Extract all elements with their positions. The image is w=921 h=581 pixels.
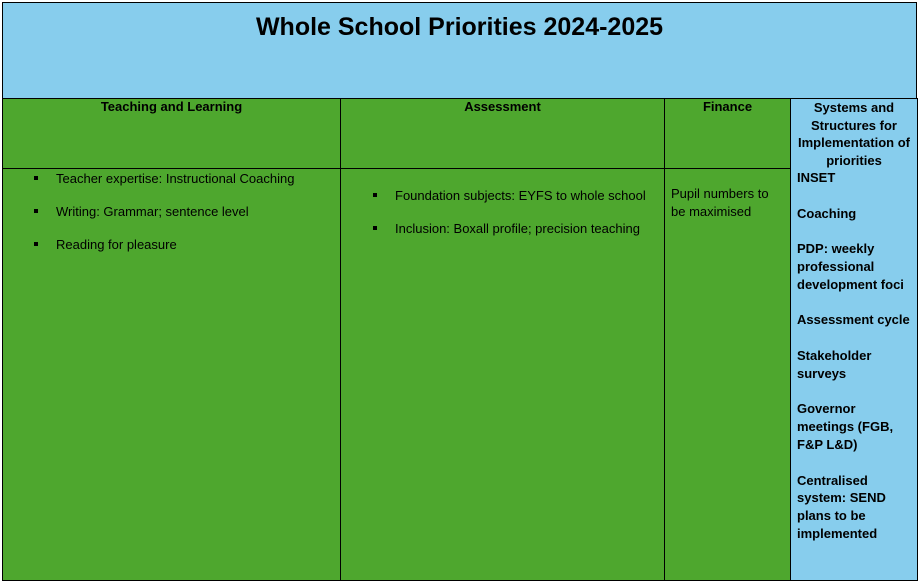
finance-text: Pupil numbers to be maximised [671, 186, 769, 219]
priorities-table [2, 98, 918, 581]
list-item [3, 236, 340, 253]
systems-item: INSET [797, 170, 836, 185]
header-finance: Finance [665, 99, 791, 169]
list-item [3, 203, 340, 220]
systems-list [791, 167, 917, 543]
header-assessment: Assessment [341, 99, 665, 169]
list-item-label: Writing: Grammar; sentence level [56, 204, 249, 219]
systems-item: Centralised system: SEND plans to be implemented [797, 472, 886, 541]
bullet-icon [34, 209, 38, 213]
bullet-icon [373, 193, 377, 197]
list-item-label: Teacher expertise: Instructional Coaching [56, 171, 295, 186]
teaching-cell [3, 169, 341, 581]
page-title: Whole School Priorities 2024-2025 [255, 13, 664, 41]
systems-item: Governor meetings (FGB, F&P L&D) [797, 401, 894, 452]
body-row [3, 169, 918, 581]
systems-column [791, 99, 918, 581]
bullet-icon [34, 242, 38, 246]
list-item [341, 220, 664, 237]
list-item [341, 187, 664, 204]
systems-item: Coaching [797, 205, 857, 221]
list-item-label: Foundation subjects: EYFS to whole school [395, 188, 646, 203]
bullet-icon [373, 226, 377, 230]
systems-item: Assessment cycle [797, 312, 910, 328]
bullet-icon [34, 176, 38, 180]
title-band [2, 2, 917, 99]
list-item-label: Inclusion: Boxall profile; precision teaching [395, 221, 640, 236]
assessment-cell [341, 169, 665, 581]
priorities-document [2, 2, 917, 580]
assessment-list [341, 169, 664, 237]
systems-item: Stakeholder surveys [797, 347, 872, 381]
list-item [3, 170, 340, 187]
list-item-label: Reading for pleasure [56, 237, 177, 252]
header-row [3, 99, 918, 169]
header-systems-and-structures: Systems and Structures for Implementation of priorities [798, 100, 910, 168]
header-teaching-and-learning: Teaching and Learning [3, 99, 341, 169]
systems-item: PDP: weekly professional development foci [797, 241, 904, 292]
teaching-list [3, 169, 340, 253]
finance-cell [665, 169, 791, 581]
